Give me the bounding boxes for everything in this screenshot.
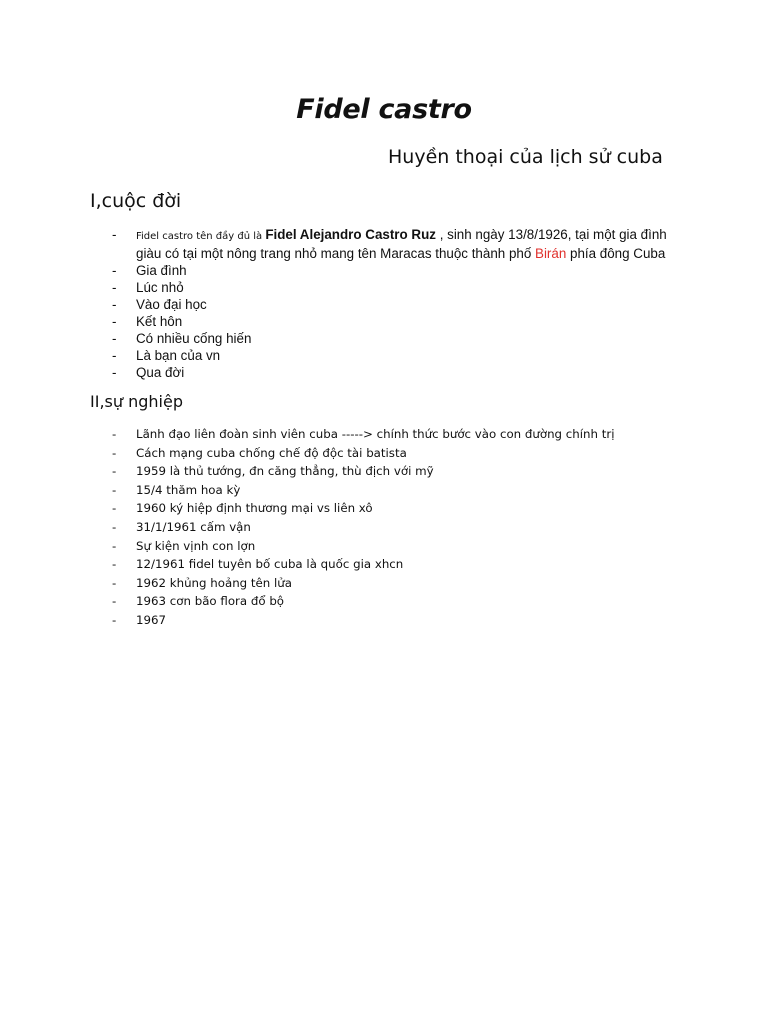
life-list <box>112 226 672 381</box>
bullet-dash: - <box>112 557 117 572</box>
list-item-text: 12/1961 fidel tuyên bố cuba là quốc gia xhcn <box>136 557 404 572</box>
list-item <box>112 555 672 574</box>
intro-text-part1: Fidel castro tên đầy đủ là <box>136 231 266 242</box>
list-item-text: 1959 là thủ tướng, đn căng thẳng, thù địch với mỹ <box>136 464 434 479</box>
bullet-dash: - <box>112 501 117 516</box>
intro-text-part3: phía đông Cuba <box>566 246 666 261</box>
bullet-dash: - <box>112 538 117 553</box>
list-item-text: Sự kiện vịnh con lợn <box>136 538 256 553</box>
list-item-text: Qua đời <box>136 365 185 380</box>
list-item-text: Lãnh đạo liên đoàn sinh viên cuba -----> chính thức bước vào con đường chính trị <box>136 427 615 441</box>
document-title: Fidel castro <box>296 94 472 125</box>
list-item <box>112 499 672 518</box>
list-item-text: Có nhiều cống hiến <box>136 331 252 346</box>
bullet-dash: - <box>112 464 117 479</box>
bullet-dash: - <box>112 612 117 627</box>
city-name: Birán <box>535 246 567 261</box>
bullet-dash: - <box>112 482 117 497</box>
bullet-dash: - <box>112 365 117 380</box>
list-item <box>112 347 672 364</box>
list-item <box>112 611 672 630</box>
list-item <box>112 296 672 313</box>
list-item-text: 31/1/1961 cấm vận <box>136 519 251 534</box>
list-item-text: 15/4 thăm hoa kỳ <box>136 482 241 497</box>
section-heading-life: I,cuộc đời <box>90 190 182 212</box>
list-item <box>112 444 672 463</box>
bullet-dash: - <box>112 594 117 609</box>
list-item-text: 1960 ký hiệp định thương mại vs liên xô <box>136 501 373 516</box>
list-item-text: 1962 khủng hoảng tên lửa <box>136 575 293 590</box>
list-item <box>112 537 672 556</box>
list-item <box>112 462 672 481</box>
intro-text-part2: , sinh ngày 13/8/1926, tại một gia đình giàu có tại một nông trang nhỏ mang tên Maracas thuộc thành phố <box>136 227 667 261</box>
list-item <box>112 226 672 262</box>
list-item-text: Lúc nhỏ <box>136 280 184 295</box>
bullet-dash: - <box>112 427 117 441</box>
bullet-dash: - <box>112 227 117 242</box>
bullet-dash: - <box>112 263 117 278</box>
list-item <box>112 592 672 611</box>
career-list <box>112 425 672 630</box>
document-subtitle: Huyền thoại của lịch sử cuba <box>388 146 663 168</box>
list-item <box>112 425 672 444</box>
bullet-dash: - <box>112 280 117 295</box>
list-item-text: Vào đại học <box>136 297 207 312</box>
list-item <box>112 262 672 279</box>
list-item <box>112 518 672 537</box>
list-item <box>112 279 672 296</box>
full-name: Fidel Alejandro Castro Ruz <box>265 227 436 242</box>
list-item-text: Gia đình <box>136 263 187 278</box>
list-item <box>112 330 672 347</box>
list-item-text: Kết hôn <box>136 314 183 329</box>
list-item-text: Là bạn của vn <box>136 348 221 363</box>
list-item <box>112 574 672 593</box>
list-item-text: Cách mạng cuba chống chế độ độc tài batista <box>136 445 407 460</box>
bullet-dash: - <box>112 348 117 363</box>
bullet-dash: - <box>112 575 117 590</box>
list-item <box>112 313 672 330</box>
bullet-dash: - <box>112 445 117 460</box>
list-item <box>112 364 672 381</box>
bullet-dash: - <box>112 314 117 329</box>
bullet-dash: - <box>112 519 117 534</box>
bullet-dash: - <box>112 297 117 312</box>
list-item <box>112 481 672 500</box>
section-heading-career: II,sự nghiệp <box>90 392 183 411</box>
bullet-dash: - <box>112 331 117 346</box>
list-item-text: 1963 cơn bão flora đổ bộ <box>136 594 285 609</box>
list-item-text: 1967 <box>136 612 167 627</box>
